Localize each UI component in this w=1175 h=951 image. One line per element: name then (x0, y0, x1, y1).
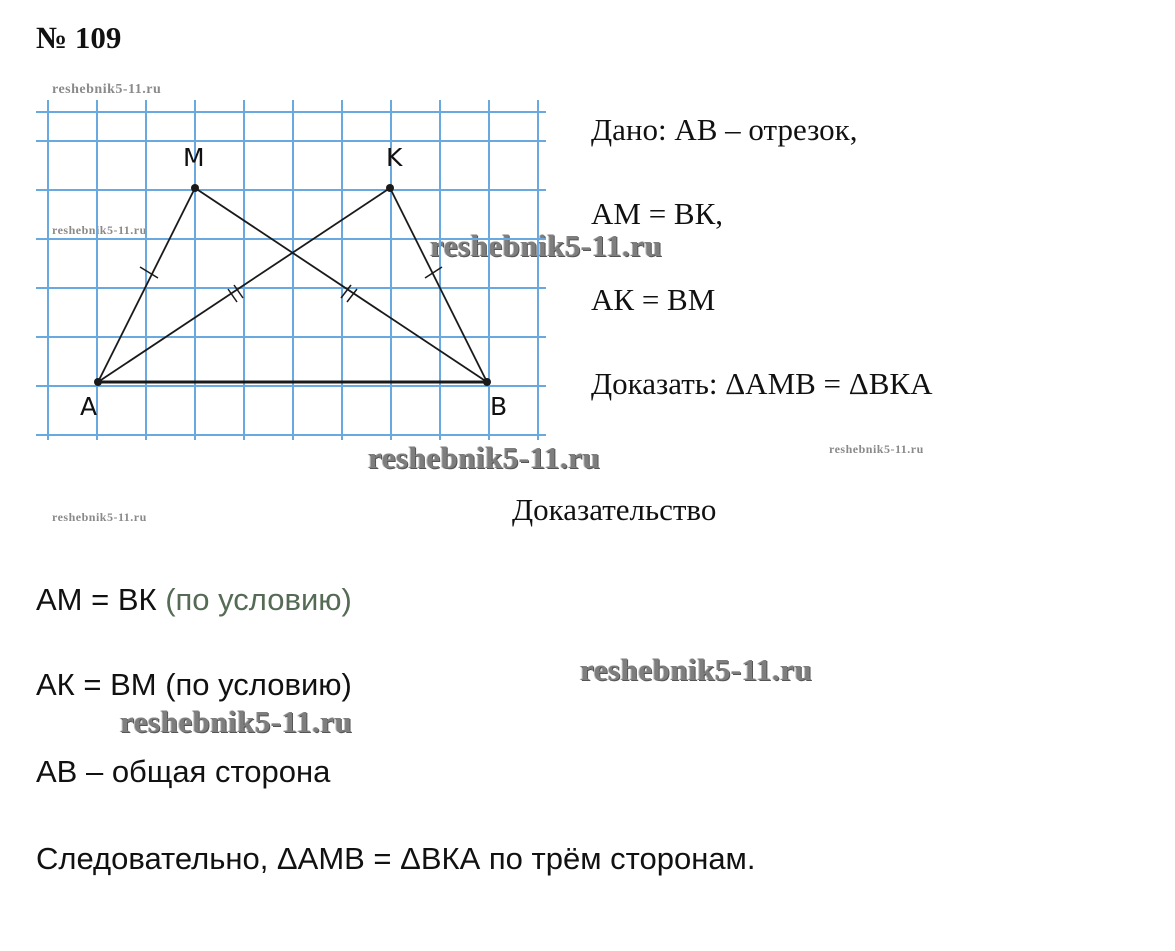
watermark: reshebnik5-11.ru (430, 228, 663, 263)
proof-reason: (по условию) (165, 667, 352, 702)
label-b: B (490, 392, 508, 421)
prove-statement: Доказать: ΔАМВ = ΔВКА (591, 366, 933, 401)
grid (36, 100, 546, 440)
proof-reason: (по условию) (165, 582, 352, 617)
segment-bk (390, 188, 487, 382)
point-m (191, 184, 199, 192)
label-k: K (386, 143, 403, 172)
given-line: Дано: АВ – отрезок, (591, 112, 858, 147)
watermark: reshebnik5-11.ru (52, 82, 162, 97)
watermark: reshebnik5-11.ru (52, 223, 147, 237)
point-k (386, 184, 394, 192)
point-b (483, 378, 491, 386)
watermark: reshebnik5-11.ru (120, 704, 353, 739)
proof-statement: АК = ВМ (36, 667, 166, 702)
label-m: M (183, 143, 205, 172)
watermark: reshebnik5-11.ru (52, 510, 147, 524)
proof-line (36, 667, 352, 703)
triangle-figure (36, 100, 556, 450)
proof-line (36, 582, 352, 618)
watermark: reshebnik5-11.ru (829, 442, 924, 456)
watermark: reshebnik5-11.ru (580, 652, 813, 687)
given-line: АК = ВМ (591, 282, 716, 317)
proof-line: АВ – общая сторона (36, 754, 331, 789)
point-a (94, 378, 102, 386)
proof-statement: АМ = ВК (36, 582, 166, 617)
proof-heading: Доказательство (512, 492, 717, 527)
problem-number: № 109 (36, 20, 122, 55)
watermark: reshebnik5-11.ru (368, 440, 601, 475)
proof-conclusion: Следовательно, ΔАМВ = ΔВКА по трём сторонам. (36, 841, 756, 876)
given-line: АМ = ВК, (591, 196, 724, 231)
label-a: A (80, 392, 98, 421)
